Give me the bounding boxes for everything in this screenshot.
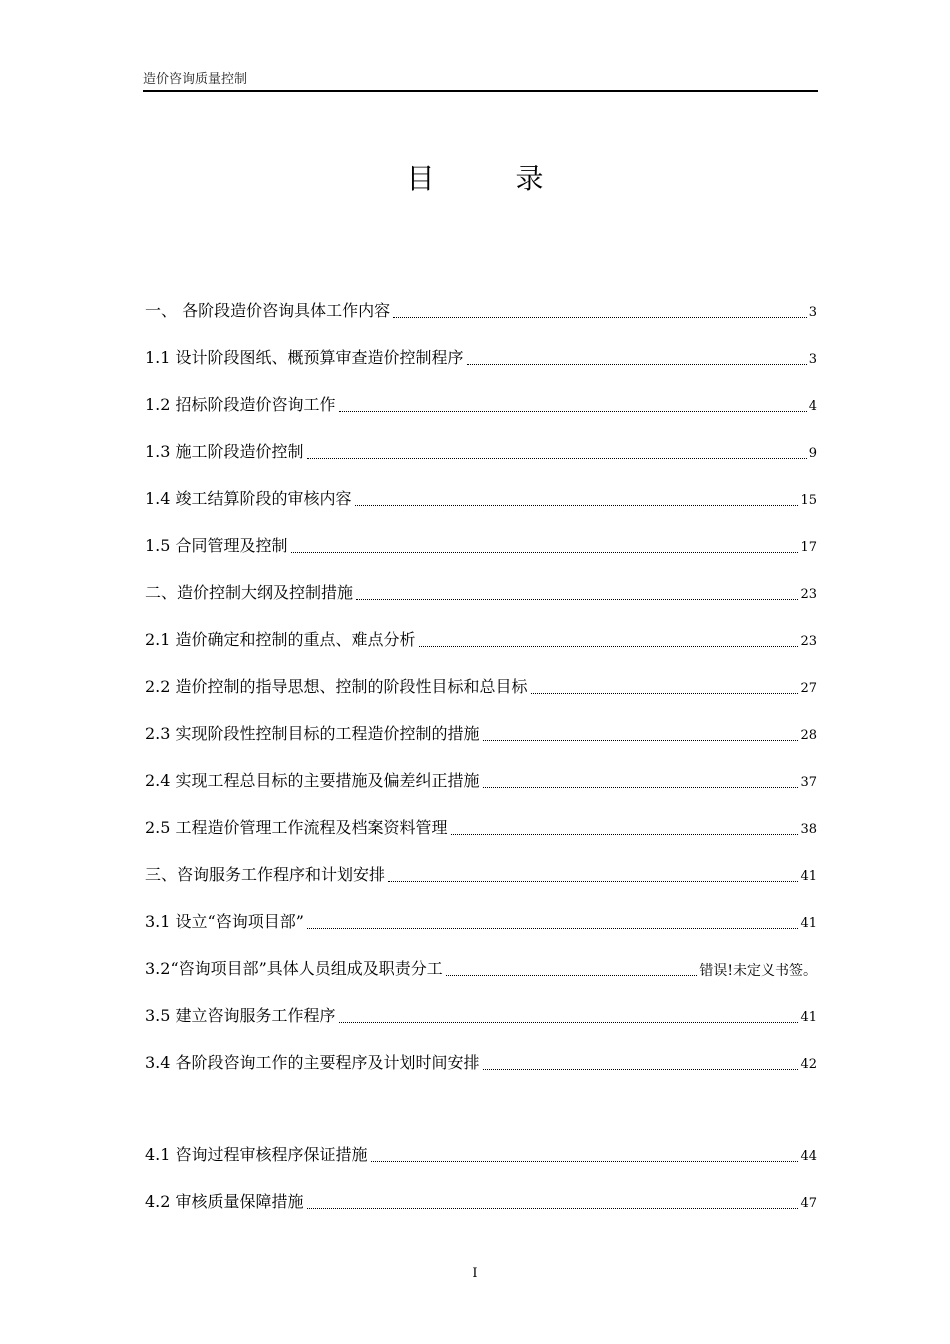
toc-entry[interactable] [145,1189,817,1213]
toc-entry-label: 1.3 施工阶段造价控制 [145,442,304,461]
toc-entry[interactable] [145,674,817,698]
toc-entry[interactable] [145,815,817,839]
toc-entry[interactable] [145,486,817,510]
toc-entry[interactable] [145,439,817,463]
toc-leader-dots [339,1021,799,1023]
toc-entry-page: 42 [800,1057,817,1072]
toc-entry-page: 23 [800,634,817,649]
header-title: 造价咨询质量控制 [143,72,248,87]
toc-entry[interactable] [145,956,817,980]
toc-entry[interactable] [145,533,817,557]
toc-entry-label: 2.4 实现工程总目标的主要措施及偏差纠正措施 [145,771,480,790]
toc-entry-page: 3 [808,352,817,367]
toc-leader-dots [531,692,799,694]
page-header [143,72,818,92]
toc-entry-label: 二、造价控制大纲及控制措施 [145,583,354,602]
toc-title: 目 录 [406,162,580,195]
toc-entry-page: 41 [800,916,817,931]
toc-entry-label: 2.2 造价控制的指导思想、控制的阶段性目标和总目标 [145,677,528,696]
toc-entry-page: 15 [800,493,817,508]
toc-entry-page: 23 [800,587,817,602]
toc-entry-label: 4.1 咨询过程审核程序保证措施 [145,1145,368,1164]
toc-leader-dots [355,504,799,506]
toc-entry[interactable] [145,1142,817,1166]
toc-entry-label: 1.5 合同管理及控制 [145,536,288,555]
toc-entry-label: 2.3 实现阶段性控制目标的工程造价控制的措施 [145,724,480,743]
toc-entry-label: 1.4 竣工结算阶段的审核内容 [145,489,352,508]
toc-entry[interactable] [145,768,817,792]
toc-entry-page: 38 [800,822,817,837]
toc-entry-label: 3.2“咨询项目部”具体人员组成及职责分工 [145,959,443,978]
toc-entry-page: 9 [808,446,817,461]
toc-leader-dots [483,786,799,788]
toc-entry[interactable] [145,627,817,651]
toc-entry-label: 4.2 审核质量保障措施 [145,1192,304,1211]
toc-entry-page: 3 [808,305,817,320]
toc-leader-dots [467,363,807,365]
toc-entry-page: 错误!未定义书签。 [699,963,817,979]
toc-entry[interactable] [145,345,817,369]
page-number: I [472,1266,478,1281]
toc-leader-dots [388,880,798,882]
toc-entry[interactable] [145,298,817,322]
toc-entry[interactable] [145,580,817,604]
toc-leader-dots [307,1207,799,1209]
toc-entry[interactable] [145,909,817,933]
toc-entry[interactable] [145,1050,817,1074]
toc-entry-label: 2.1 造价确定和控制的重点、难点分析 [145,630,416,649]
toc-leader-dots [307,457,807,459]
toc-entry-label: 三、咨询服务工作程序和计划安排 [145,865,386,884]
toc-entry-page: 4 [808,399,817,414]
toc-entry-page: 28 [800,728,817,743]
toc-entry-label: 1.1 设计阶段图纸、概预算审查造价控制程序 [145,348,464,367]
toc-leader-dots [451,833,799,835]
toc-entry[interactable] [145,392,817,416]
toc-entry[interactable] [145,1003,817,1027]
toc-leader-dots [483,1068,799,1070]
toc-leader-dots [339,410,807,412]
toc-entry-label: 3.4 各阶段咨询工作的主要程序及计划时间安排 [145,1053,480,1072]
toc-entry-page: 27 [800,681,817,696]
toc-entry-page: 44 [800,1149,817,1164]
toc-entry-label: 1.2 招标阶段造价咨询工作 [145,395,336,414]
toc-entry[interactable] [145,721,817,745]
toc-entry[interactable] [145,862,817,886]
toc-leader-dots [419,645,799,647]
toc-leader-dots [446,974,698,976]
toc-entry-page: 47 [800,1196,817,1211]
toc-leader-dots [393,316,807,318]
toc-leader-dots [371,1160,799,1162]
toc-entry-page: 41 [800,1010,817,1025]
toc-entry-label: 2.5 工程造价管理工作流程及档案资料管理 [145,818,448,837]
toc-leader-dots [483,739,799,741]
toc-entry-page: 17 [800,540,817,555]
toc-leader-dots [356,598,798,600]
toc-leader-dots [307,927,799,929]
toc-entry-label: 一、 各阶段造价咨询具体工作内容 [145,301,391,320]
toc-leader-dots [291,551,799,553]
toc-entry-label: 3.5 建立咨询服务工作程序 [145,1006,336,1025]
toc-entry-label: 3.1 设立“咨询项目部” [145,912,304,931]
toc-entry-page: 37 [800,775,817,790]
toc-entry-page: 41 [800,869,817,884]
